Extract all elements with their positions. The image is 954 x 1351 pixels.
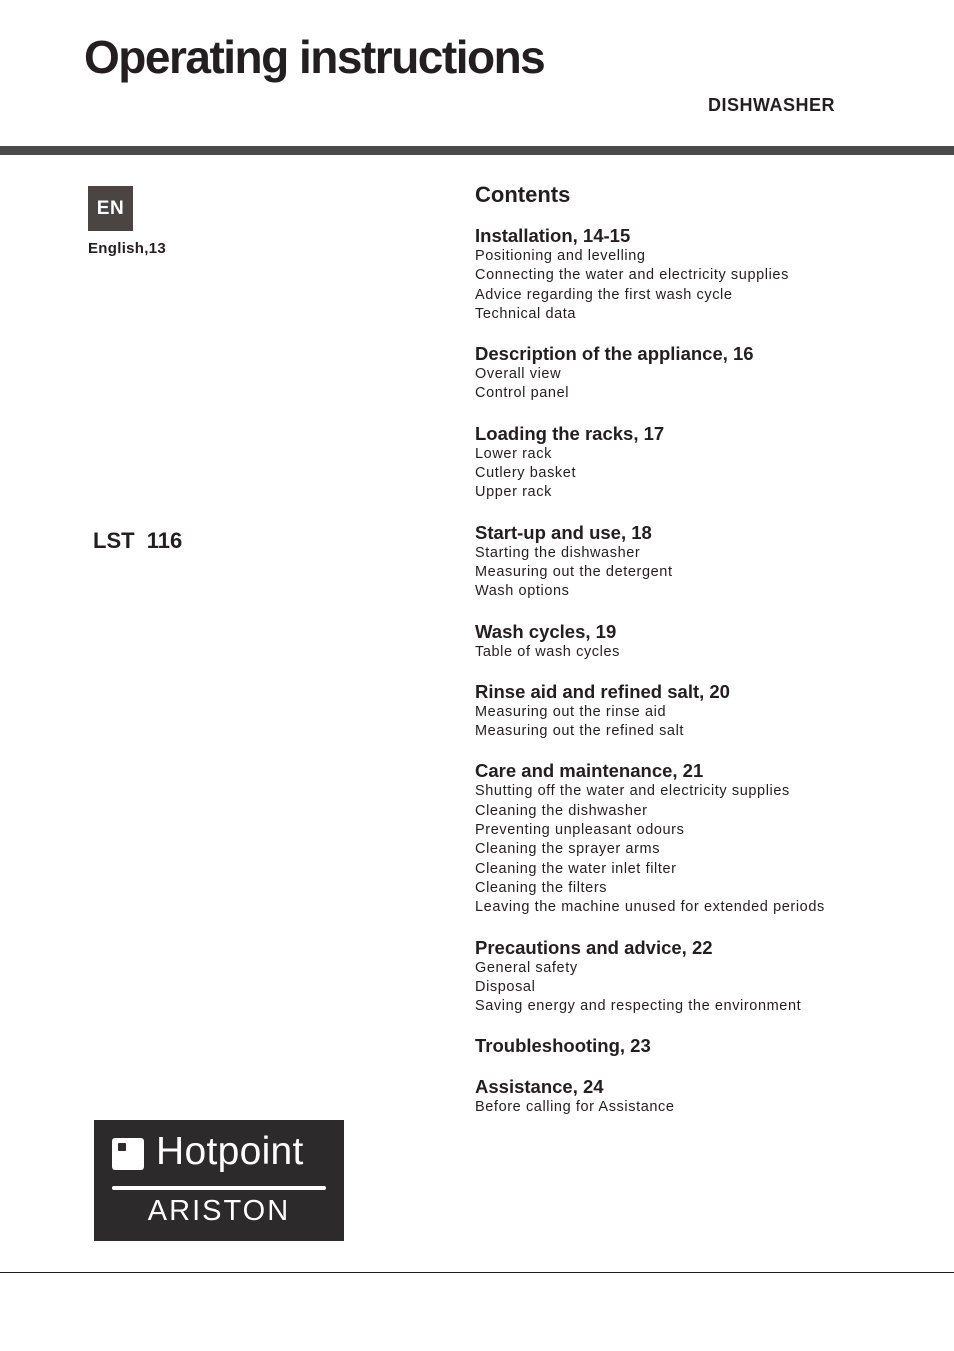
contents-section [475, 937, 945, 1017]
section-item: Shutting off the water and electricity supplies [475, 783, 790, 800]
contents-heading: Contents [475, 182, 571, 207]
section-items [475, 544, 945, 602]
section-item: Starting the dishwasher [475, 544, 641, 561]
language-page-ref: English,13 [88, 240, 167, 257]
section-item: Technical data [475, 305, 577, 322]
section-item: Before calling for Assistance [475, 1099, 675, 1116]
section-item: Saving energy and respecting the environment [475, 998, 802, 1015]
section-item: Upper rack [475, 484, 552, 501]
section-item: Measuring out the detergent [475, 563, 673, 580]
section-title: Care and maintenance, 21 [475, 760, 704, 782]
contents-section [475, 423, 945, 503]
section-item: Cleaning the filters [475, 879, 608, 896]
section-item: Positioning and levelling [475, 248, 646, 264]
page-title: Operating instructions [84, 31, 545, 83]
section-title: Loading the racks, 17 [475, 422, 665, 444]
logo-divider [112, 1186, 326, 1190]
section-title: Rinse aid and refined salt, 20 [475, 680, 730, 702]
product-type: DISHWASHER [707, 95, 835, 115]
contents-section [475, 681, 945, 742]
section-item: Measuring out the refined salt [475, 723, 685, 740]
model-number: LST 116 [93, 528, 183, 553]
section-title: Precautions and advice, 22 [475, 936, 713, 958]
header-divider [0, 146, 954, 155]
section-items [475, 959, 945, 1017]
language-badge: EN [88, 186, 133, 231]
contents-section [475, 1035, 945, 1057]
section-item: Leaving the machine unused for extended periods [475, 899, 825, 916]
footer-divider [0, 1272, 954, 1273]
section-title: Wash cycles, 19 [475, 620, 617, 642]
section-item: Preventing unpleasant odours [475, 822, 685, 839]
section-item: Cleaning the dishwasher [475, 802, 648, 819]
section-item: Cleaning the sprayer arms [475, 841, 661, 858]
section-title: Troubleshooting, 23 [475, 1035, 651, 1057]
contents-section [475, 621, 945, 662]
section-item: Lower rack [475, 445, 552, 462]
section-item: Connecting the water and electricity supplies [475, 267, 789, 284]
contents-sections [475, 225, 945, 1118]
section-item: Overall view [475, 366, 562, 383]
section-items [475, 445, 945, 503]
contents-section [475, 1076, 945, 1117]
section-items [475, 1098, 945, 1117]
section-items [475, 782, 945, 917]
section-item: Cutlery basket [475, 465, 577, 482]
contents-section [475, 760, 945, 917]
logo-brand-top: Hotpoint [156, 1130, 304, 1173]
section-items [475, 703, 945, 742]
contents-section [475, 343, 945, 404]
section-item: Disposal [475, 978, 536, 995]
section-title: Description of the appliance, 16 [475, 343, 754, 365]
logo-square-icon [112, 1138, 144, 1170]
section-item: Cleaning the water inlet filter [475, 860, 677, 877]
contents-section [475, 522, 945, 602]
section-items [475, 365, 945, 404]
brand-logo [94, 1120, 344, 1241]
contents-section [475, 225, 945, 324]
section-item: General safety [475, 959, 578, 976]
logo-brand-bottom: ARISTON [147, 1195, 291, 1227]
section-title: Assistance, 24 [475, 1076, 604, 1098]
section-item: Wash options [475, 583, 570, 600]
section-title: Start-up and use, 18 [475, 521, 652, 543]
section-items [475, 247, 945, 324]
section-item: Table of wash cycles [475, 643, 620, 660]
section-items [475, 643, 945, 662]
section-item: Advice regarding the first wash cycle [475, 286, 733, 303]
table-of-contents [475, 182, 945, 1137]
section-item: Control panel [475, 385, 570, 402]
section-item: Measuring out the rinse aid [475, 703, 667, 720]
section-title: Installation, 14-15 [475, 225, 631, 246]
